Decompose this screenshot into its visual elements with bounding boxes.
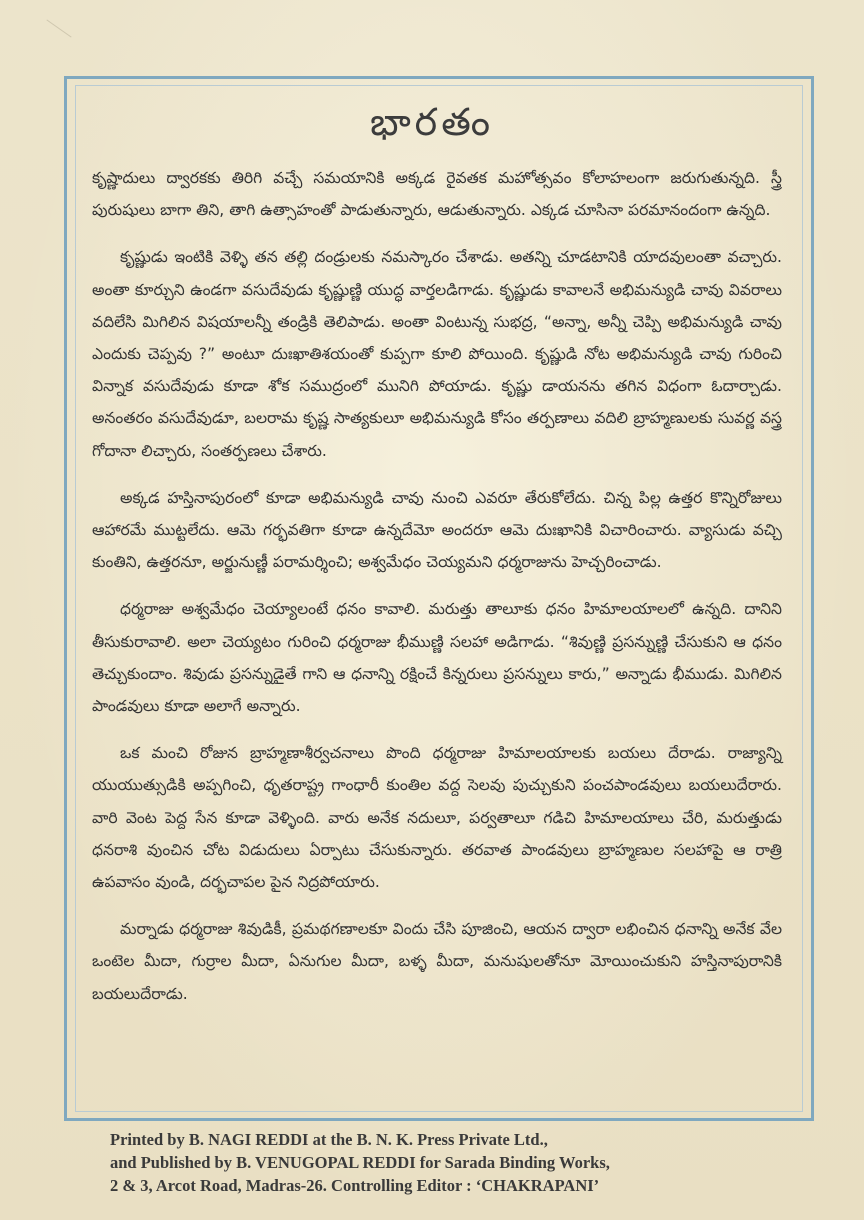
imprint-line-publisher: and Published by B. VENUGOPAL REDDI for Sarada Binding Works, (110, 1153, 610, 1172)
page-title: భారతం (369, 100, 495, 144)
imprint-line-printer: Printed by B. NAGI REDDI at the B. N. K. Press Private Ltd., (110, 1130, 548, 1149)
story-body (92, 162, 782, 1025)
imprint-line-address: 2 & 3, Arcot Road, Madras-26. Controlling Editor : ‘CHAKRAPANI’ (110, 1176, 600, 1195)
paragraph-6: మర్నాడు ధర్మరాజు శివుడికీ, ప్రమథగణాలకూ విందు చేసి పూజించి, ఆయన ద్వారా లభించిన ధనాన్ని అనేక వేల ఒంటెల మీదా, గుర్రాల మీదా, ఏనుగుల మీదా, బళ్ళ మీదా, మనుషులతోనూ మోయించుకుని హస్తినాపురానికి బయలుదేరాడు. (92, 920, 782, 1003)
page-scratch-mark (46, 19, 71, 37)
paragraph-1: కృష్ణాదులు ద్వారకకు తిరిగి వచ్చే సమయానికి అక్కడ రైవతక మహోత్సవం కోలాహలంగా జరుగుతున్నది. స్త్రీ పురుషులు బాగా తిని, తాగి ఉత్సాహంతో పాడుతున్నారు, ఆడుతున్నారు. ఎక్కడ చూసినా పరమానందంగా ఉన్నది. (92, 169, 782, 220)
paragraph-3: అక్కడ హస్తినాపురంలో కూడా అభిమన్యుడి చావు నుంచి ఎవరూ తేరుకోలేదు. చిన్న పిల్ల ఉత్తర కొన్నిరోజులు ఆహారమే ముట్టలేదు. ఆమె గర్భవతిగా కూడా ఉన్నదేమో అందరూ ఆమె దుఃఖానికి విచారించారు. వ్యాసుడు వచ్చి కుంతిని, ఉత్తరనూ, అర్జునుణ్ణీ పరామర్శించి; అశ్వమేధం చెయ్యమని ధర్మరాజును హెచ్చరించాడు. (92, 488, 782, 572)
paragraph-5: ఒక మంచి రోజున బ్రాహ్మణాశీర్వచనాలు పొంది ధర్మరాజు హిమాలయాలకు బయలు దేరాడు. రాజ్యాన్ని యుయుత్సుడికి అప్పగించి, ధృతరాష్ట్ర గాంధారీ కుంతిల వద్ద సెలవు పుచ్చుకుని పంచపాండవులు బయలుదేరారు. వారి వెంట పెద్ద సేన కూడా వెళ్ళింది. వారు అనేక నదులూ, పర్వతాలూ గడిచి హిమాలయాలు చేరి, మరుత్తుడు ధనరాశి వుంచిన చోట విడుదులు ఏర్పాటు చేసుకున్నారు. తరవాత పాండవులు బ్రాహ్మణుల సలహాపై ఆ రాత్రి ఉపవాసం వుండి, దర్భచాపల పైన నిద్రపోయారు. (92, 744, 782, 892)
paragraph-2: కృష్ణుడు ఇంటికి వెళ్ళి తన తల్లి దండ్రులకు నమస్కారం చేశాడు. అతన్ని చూడటానికి యాదవులంతా వచ్చారు. అంతా కూర్చుని ఉండగా వసుదేవుడు కృష్ణుణ్ణి యుద్ధ వార్తలడిగాడు. కృష్ణుడు కావాలనే అభిమన్యుడి చావు వివరాలు వదిలేసి మిగిలిన విషయాలన్నీ తండ్రికి తెలిపాడు. అంతా వింటున్న సుభద్ర, “అన్నా, అన్నీ చెప్పి అభిమన్యుడి చావు ఎందుకు చెప్పవు ?” అంటూ దుఃఖాతిశయంతో కుప్పగా కూలి పోయింది. కృష్ణుడి నోట అభిమన్యుడి చావు గురించి విన్నాక వసుదేవుడు కూడా శోక సముద్రంలో మునిగి పోయాడు. కృష్ణు డాయనను తగిన విధంగా ఓదార్చాడు. అనంతరం వసుదేవుడూ, బలరామ కృష్ణ సాత్యకులూ అభిమన్యుడి కోసం తర్పణాలు వదిలి బ్రాహ్మణులకు సువర్ణ వస్త్ర గోదానా లిచ్చారు, సంతర్పణలు చేశారు. (92, 248, 782, 460)
paragraph-4: ధర్మరాజు అశ్వమేధం చెయ్యాలంటే ధనం కావాలి. మరుత్తు తాలూకు ధనం హిమాలయాలలో ఉన్నది. దానిని తీసుకురావాలి. అలా చెయ్యటం గురించి ధర్మరాజు భీముణ్ణి సలహా అడిగాడు. “శివుణ్ణి ప్రసన్నుణ్ణి చేసుకుని ఆ ధనం తెచ్చుకుందాం. శివుడు ప్రసన్నుడైతే గాని ఆ ధనాన్ని రక్షించే కిన్నరులు ప్రసన్నులు కారు,” అన్నాడు భీముడు. మిగిలిన పాండవులు కూడా అలాగే అన్నారు. (92, 600, 782, 716)
imprint-footer (110, 1128, 760, 1197)
